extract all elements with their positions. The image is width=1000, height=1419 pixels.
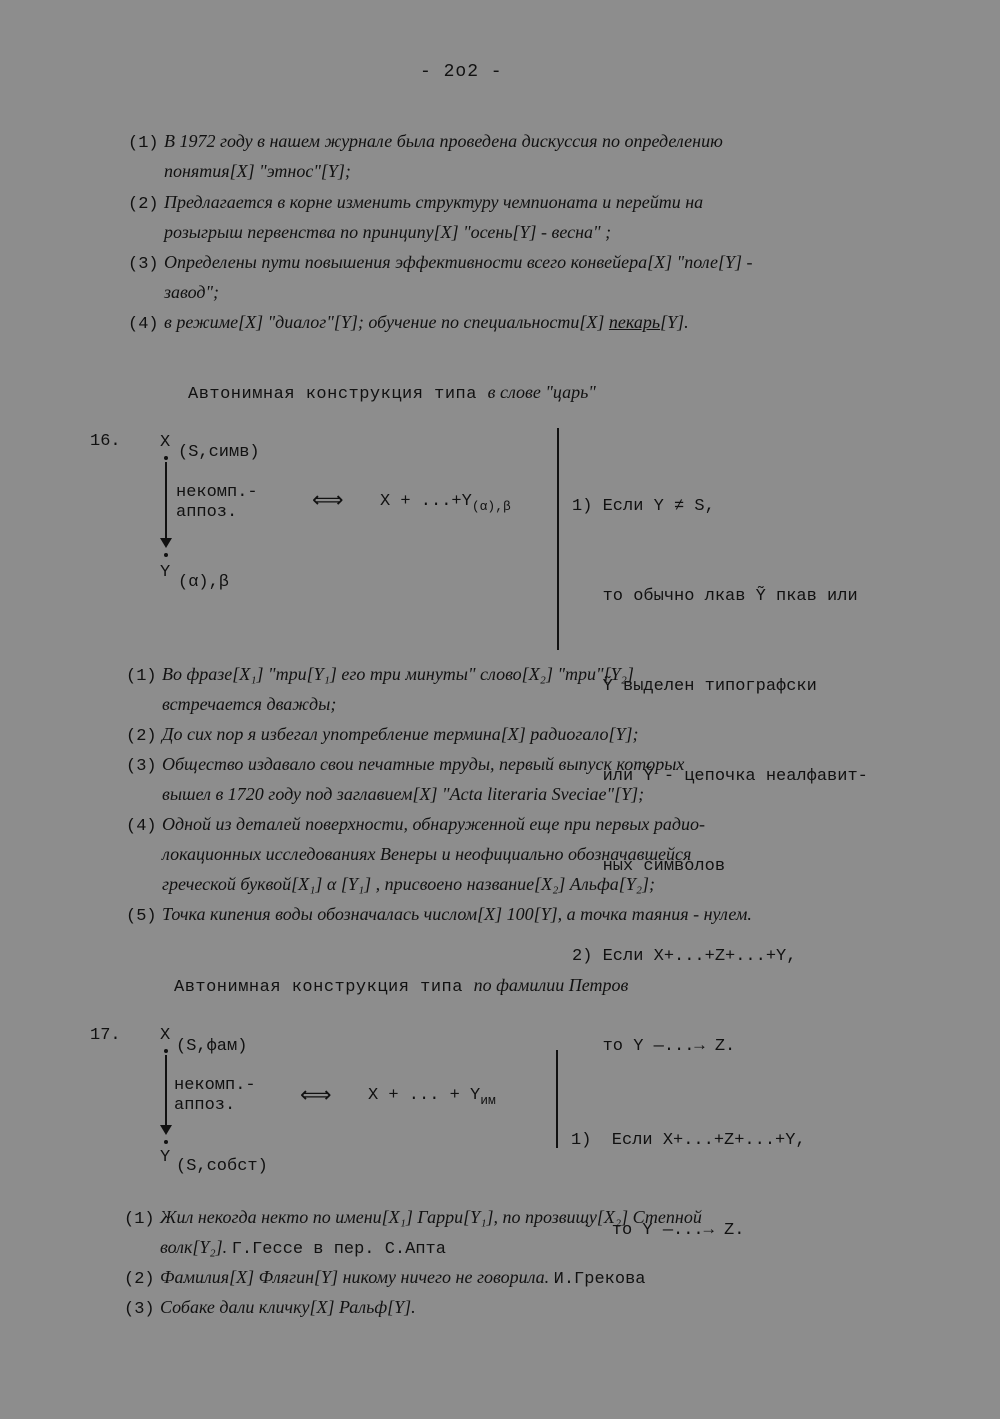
list-item: (2) Фамилия[X] Флягин[Y] никому ничего не говорила. И.Грекова <box>124 1267 646 1289</box>
example-text: Предлагается в корне изменить структуру чемпионата и перейти на <box>164 192 704 212</box>
example-text: встречается дважды; <box>162 694 337 714</box>
bottom-node: Y <box>160 1148 171 1167</box>
equivalence-icon: ⟺ <box>312 489 344 514</box>
relation-label: аппоз. <box>174 1096 236 1115</box>
example-text: [Y]. <box>660 312 689 332</box>
list-item: (1) Жил некогда некто по имени[X₁] Гарри[Y₁], по прозвищу[X₂] Степной <box>124 1207 702 1229</box>
list-item: (5) Точка кипения воды обозначалась числом[X] 100[Y], а точка таяния - нулем. <box>126 904 752 926</box>
formula: $X + ...+Y_{(\alpha),\beta}$ <box>380 492 511 514</box>
item-number: (4) <box>128 315 159 334</box>
example-text: Определены пути повышения эффективности всего конвейера[X] "поле[Y] - <box>164 252 753 272</box>
dependency-arrow <box>165 462 167 540</box>
underlined-word: пекарь <box>608 312 661 332</box>
list-item: (1) Во фразе[X₁] "три[Y₁] его три минуты" слово[X₂] "три"[Y₂] <box>126 664 634 686</box>
arrow-head <box>160 538 172 548</box>
top-node-features: (S,фам) <box>176 1037 248 1056</box>
list-item <box>128 312 689 334</box>
divider <box>556 1050 558 1148</box>
conditions: 1) Если Y ≠ S, то обычно лкав Ỹ пкав или Ỹ выделен типографски или Ỹ - цепочка неалфавит- ных символов 2) Если X+...+Z+...+Y, то Y —...→ Z. <box>572 497 868 1056</box>
top-node-features: (S,симв) <box>178 443 260 462</box>
example-text: понятия[X] "этнос"[Y]; <box>164 161 351 181</box>
section-heading-17: Автонимная конструкция типа по фамилии Петров <box>174 975 629 997</box>
node-dot <box>164 456 168 460</box>
citation: Г.Гессе в пер. С.Апта <box>231 1240 446 1259</box>
node-dot <box>164 1049 168 1053</box>
formula: X + ... + $Y_{им}$ <box>368 1086 496 1108</box>
example-text: локационных исследованиях Венеры и неофициально обозначавшейся <box>162 844 692 864</box>
section-number-16: 16. <box>90 432 121 451</box>
item-number: (1) <box>128 134 159 153</box>
relation-label: аппоз. <box>176 503 238 522</box>
section-number-17: 17. <box>90 1026 121 1045</box>
item-number: (2) <box>128 195 159 214</box>
divider <box>557 428 559 650</box>
node-dot <box>164 1140 168 1144</box>
list-item <box>128 192 703 214</box>
example-text: греческой буквой[X₁] α [Y₁] , присвоено название[X₂] Альфа[Y₂]; <box>162 874 656 894</box>
example-text: завод"; <box>164 282 220 302</box>
example-text: В 1972 году в нашем журнале была проведена дискуссия по определению <box>164 131 723 151</box>
list-item <box>128 131 723 153</box>
list-item <box>128 252 753 274</box>
item-number: (3) <box>128 255 159 274</box>
section-heading-16: Автонимная конструкция типа в слове "царь" <box>188 382 596 404</box>
list-item: (2) До сих пор я избегал употребление термина[X] радиогало[Y]; <box>126 724 639 746</box>
bottom-node-features: (S,собст) <box>176 1157 268 1176</box>
equivalence-icon: ⟺ <box>300 1084 332 1109</box>
list-item: (3) Общество издавало свои печатные труды, первый выпуск которых <box>126 754 685 776</box>
list-item: (3) Собаке дали кличку[X] Ральф[Y]. <box>124 1297 416 1319</box>
top-node: X <box>160 1026 171 1045</box>
relation-label: некомп.- <box>174 1076 256 1095</box>
example-text: вышел в 1720 году под заглавием[X] "Acta literaria Sveciae"[Y]; <box>162 784 645 804</box>
bottom-node: Y <box>160 563 171 582</box>
node-dot <box>164 553 168 557</box>
list-item: (4) Одной из деталей поверхности, обнаруженной еще при первых радио- <box>126 814 705 836</box>
relation-label: некомп.- <box>176 483 258 502</box>
top-node: X <box>160 433 171 452</box>
page-number: - 2o2 - <box>420 62 503 82</box>
conditions: 1) Если X+...+Z+...+Y, то Y —...→ Z. <box>571 1131 806 1240</box>
bottom-node-features: (α),β <box>178 573 230 592</box>
example-text: розыгрыш первенства по принципу[X] "осень[Y] - весна" ; <box>164 222 612 242</box>
arrow-head <box>160 1125 172 1135</box>
citation: И.Грекова <box>553 1270 646 1289</box>
example-text: в режиме[X] "диалог"[Y]; обучение по специальности[X] <box>164 312 609 332</box>
dependency-arrow <box>165 1055 167 1127</box>
example-text: волк[Y₂]. Г.Гессе в пер. С.Апта <box>160 1237 446 1259</box>
